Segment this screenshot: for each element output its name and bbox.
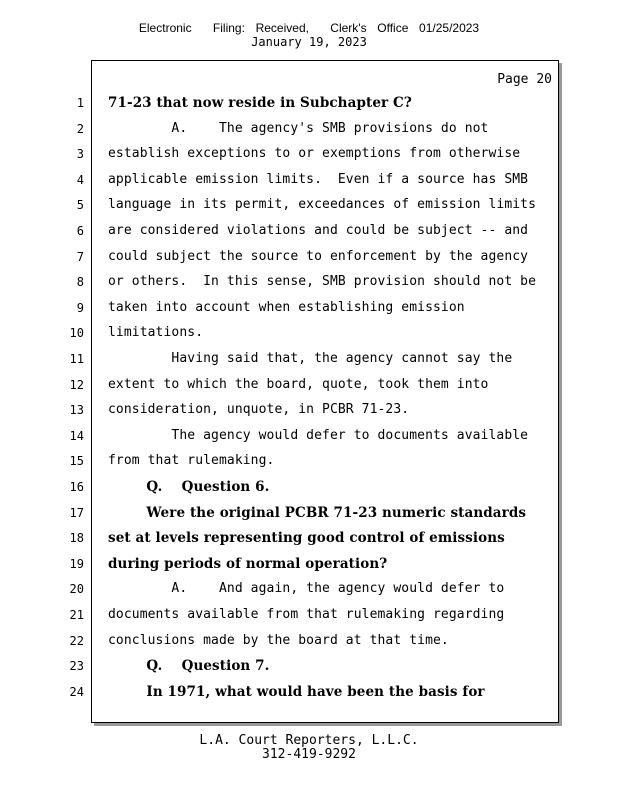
line-number: 8 <box>76 275 84 290</box>
transcript-line: limitations. <box>108 325 204 341</box>
line-number: 16 <box>69 480 84 494</box>
transcript-line: from that rulemaking. <box>108 453 275 469</box>
transcript-line: consideration, unquote, in PCBR 71-23. <box>108 402 410 418</box>
line-number: 12 <box>69 377 84 392</box>
reporter-name: L.A. Court Reporters, L.L.C. <box>199 733 419 748</box>
line-number: 24 <box>69 684 84 699</box>
line-number: 11 <box>69 352 84 366</box>
line-number: 10 <box>69 326 84 341</box>
transcript-line: extent to which the board, quote, took them into <box>108 376 489 392</box>
line-number: 22 <box>69 633 84 648</box>
transcript-line: Q. Question 7. <box>108 658 270 675</box>
transcript-line: Having said that, the agency cannot say the <box>108 351 513 366</box>
transcript-line: could subject the source to enforcement by the agency <box>108 248 529 264</box>
transcript-line: are considered violations and could be subject -- and <box>108 223 529 238</box>
line-number: 7 <box>76 249 84 264</box>
transcript-line: conclusions made by the board at that time. <box>108 632 449 648</box>
line-number: 1 <box>76 96 84 110</box>
transcript-line: A. The agency's SMB provisions do not <box>108 120 489 136</box>
transcript-line: In 1971, what would have been the basis for <box>108 683 485 700</box>
line-number: 17 <box>69 505 84 520</box>
line-number: 15 <box>69 454 84 469</box>
transcript-line: A. And again, the agency would defer to <box>108 581 505 597</box>
line-number: 19 <box>69 556 84 571</box>
transcript-line: set at levels representing good control of emissions <box>108 530 505 547</box>
filing-stamp: Electronic Filing: Received, Clerk's Office 01/25/2023 <box>138 21 480 35</box>
line-number: 14 <box>69 428 84 443</box>
page-number: Page 20 <box>497 72 552 87</box>
transcript-line: or others. In this sense, SMB provision should not be <box>108 274 537 290</box>
transcript-line: establish exceptions to or exemptions from otherwise <box>108 146 521 162</box>
line-number: 4 <box>76 172 84 187</box>
line-number: 6 <box>76 224 84 238</box>
line-number: 2 <box>76 121 84 136</box>
line-number-rule <box>91 92 92 721</box>
line-number: 3 <box>76 147 84 162</box>
transcript-line: Q. Question 6. <box>108 479 270 495</box>
line-number: 18 <box>69 531 84 546</box>
reporter-phone: 312-419-9292 <box>262 747 356 762</box>
transcript-line: Were the original PCBR 71-23 numeric standards <box>108 504 527 521</box>
line-number: 9 <box>76 300 84 315</box>
line-number: 20 <box>69 582 84 597</box>
transcript-line: taken into account when establishing emission <box>108 299 465 315</box>
line-number: 5 <box>76 198 84 213</box>
transcript-line: applicable emission limits. Even if a source has SMB <box>108 171 529 187</box>
transcript-date: January 19, 2023 <box>251 35 367 49</box>
transcript-line: documents available from that rulemaking regarding <box>108 607 505 622</box>
line-number: 21 <box>69 608 84 622</box>
line-number: 13 <box>69 403 84 418</box>
transcript-line: The agency would defer to documents available <box>108 427 529 443</box>
transcript-line: during periods of normal operation? <box>108 555 388 572</box>
line-number: 23 <box>69 659 84 674</box>
transcript-line: 71-23 that now reside in Subchapter C? <box>108 95 412 111</box>
transcript-line: language in its permit, exceedances of emission limits <box>108 197 537 213</box>
